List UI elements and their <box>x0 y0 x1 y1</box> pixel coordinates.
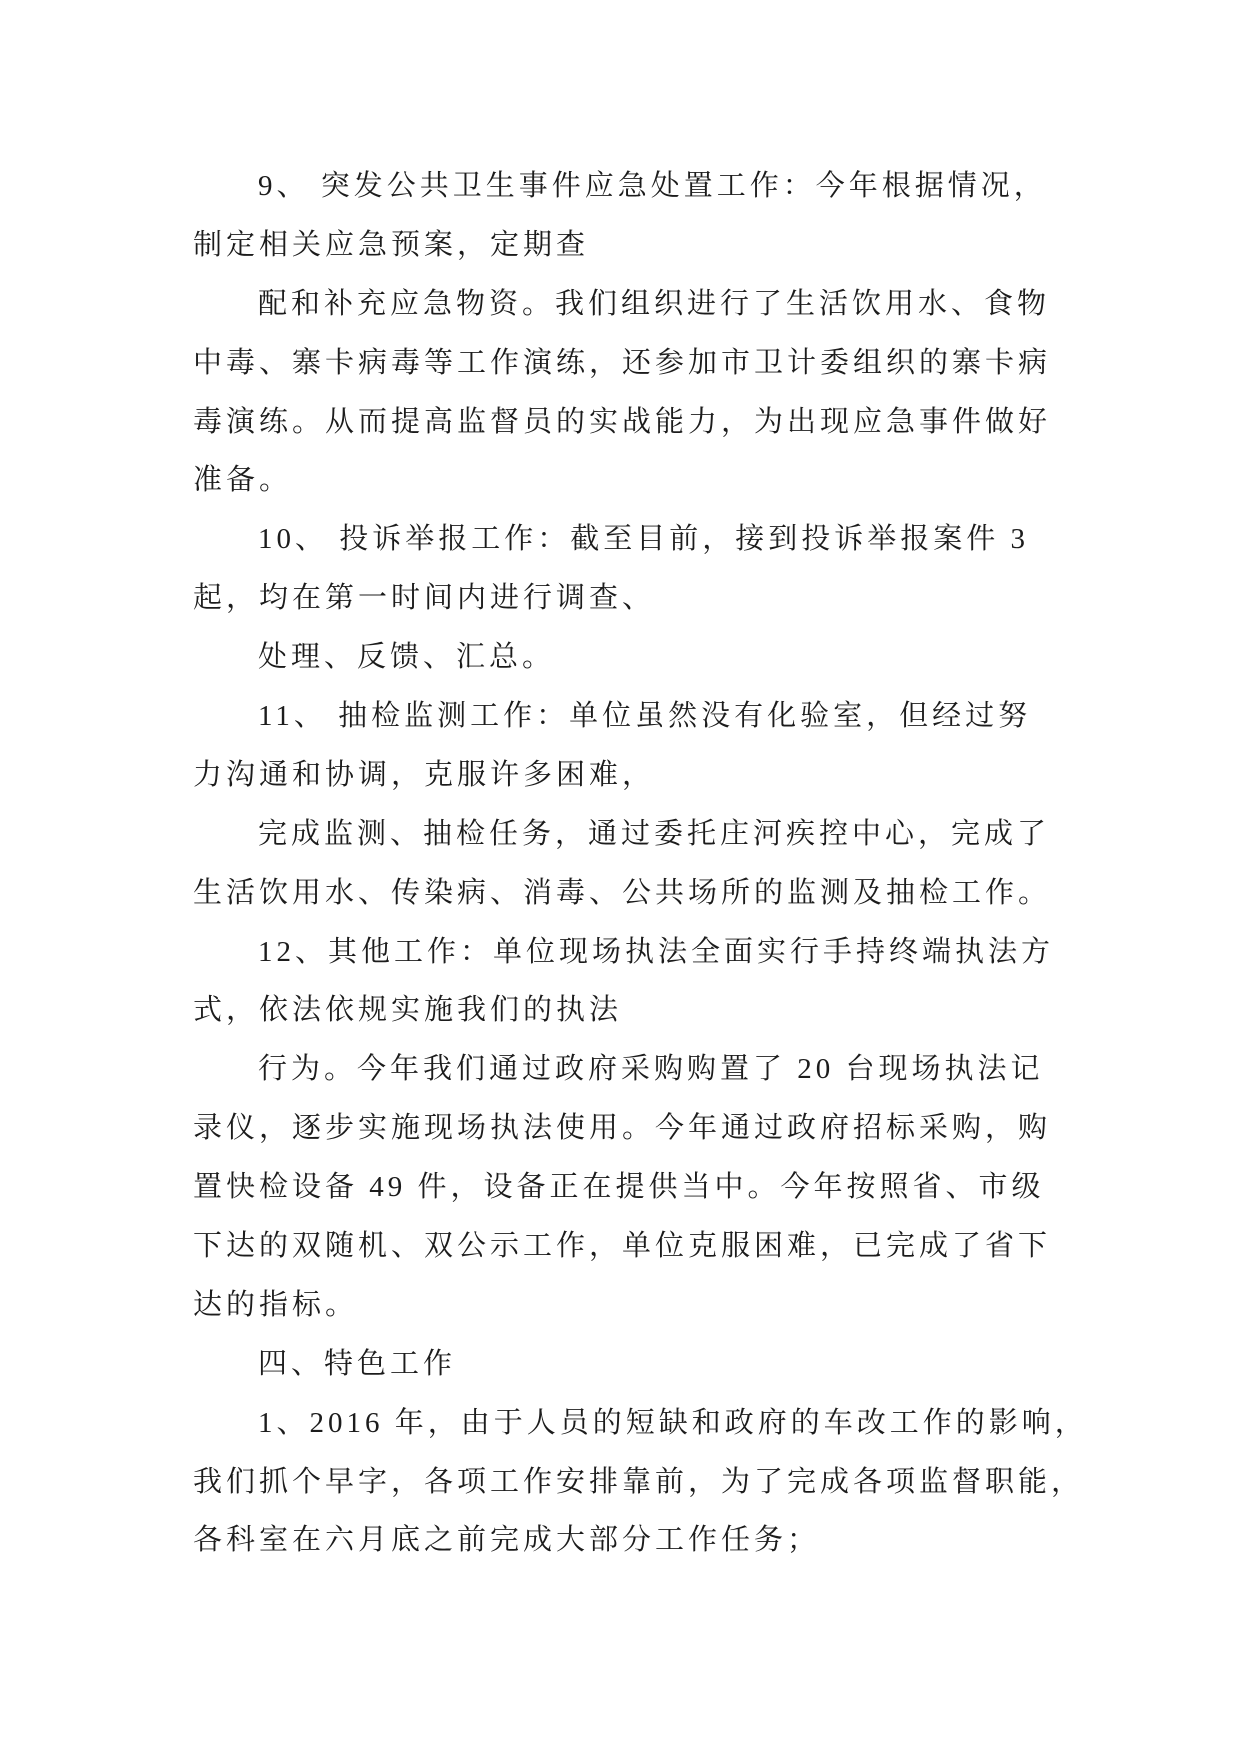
paragraph-item-11 <box>193 687 1123 805</box>
paragraph-item-1 <box>193 1394 1123 1571</box>
paragraph-item-10 <box>193 510 1123 628</box>
paragraph-line: 式，依法依规实施我们的执法 <box>193 994 623 1027</box>
paragraph-line: 下达的双随机、双公示工作，单位克服困难，已完成了省下 <box>193 1230 1052 1263</box>
paragraph-item-9 <box>193 157 1123 275</box>
paragraph-line: 处理、反馈、汇总。 <box>258 641 556 674</box>
paragraph-line: 力沟通和协调，克服许多困难， <box>193 758 656 791</box>
paragraph-line: 行为。今年我们通过政府采购购置了 20 台现场执法记 <box>258 1053 1044 1086</box>
paragraph <box>193 628 1123 687</box>
paragraph-line: 制定相关应急预案，定期查 <box>193 228 590 261</box>
section-heading <box>193 1335 1123 1394</box>
paragraph-item-12 <box>193 923 1123 1041</box>
paragraph <box>193 805 1123 923</box>
paragraph-line: 10、 投诉举报工作：截至目前，接到投诉举报案件 3 <box>258 523 1030 556</box>
paragraph-line: 中毒、寨卡病毒等工作演练，还参加市卫计委组织的寨卡病 <box>193 346 1052 379</box>
document-body <box>193 157 1123 1570</box>
paragraph-line: 各科室在六月底之前完成大部分工作任务； <box>193 1524 821 1557</box>
paragraph-line: 我们抓个早字，各项工作安排靠前，为了完成各项监督职能， <box>193 1465 1085 1498</box>
paragraph-line: 12、其他工作：单位现场执法全面实行手持终端执法方 <box>258 935 1055 968</box>
paragraph-line: 录仪，逐步实施现场执法使用。今年通过政府招标采购，购 <box>193 1112 1052 1145</box>
paragraph <box>193 1040 1123 1334</box>
paragraph-line: 生活饮用水、传染病、消毒、公共场所的监测及抽检工作。 <box>193 876 1052 909</box>
paragraph <box>193 275 1123 511</box>
paragraph-line: 完成监测、抽检任务，通过委托庄河疾控中心，完成了 <box>258 817 1051 850</box>
paragraph-line: 9、 突发公共卫生事件应急处置工作：今年根据情况， <box>258 170 1047 202</box>
paragraph-line: 1、2016 年，由于人员的短缺和政府的车改工作的影响， <box>258 1406 1088 1439</box>
paragraph-line: 达的指标。 <box>193 1288 359 1321</box>
section-heading-text: 四、特色工作 <box>258 1347 457 1380</box>
paragraph-line: 准备。 <box>193 464 293 497</box>
paragraph-line: 11、 抽检监测工作：单位虽然没有化验室，但经过努 <box>258 700 1032 733</box>
paragraph-line: 毒演练。从而提高监督员的实战能力，为出现应急事件做好 <box>193 405 1052 438</box>
paragraph-line: 置快检设备 49 件，设备正在提供当中。今年按照省、市级 <box>193 1171 1045 1204</box>
paragraph-line: 起，均在第一时间内进行调查、 <box>193 582 656 615</box>
paragraph-line: 配和补充应急物资。我们组织进行了生活饮用水、食物 <box>258 287 1051 320</box>
